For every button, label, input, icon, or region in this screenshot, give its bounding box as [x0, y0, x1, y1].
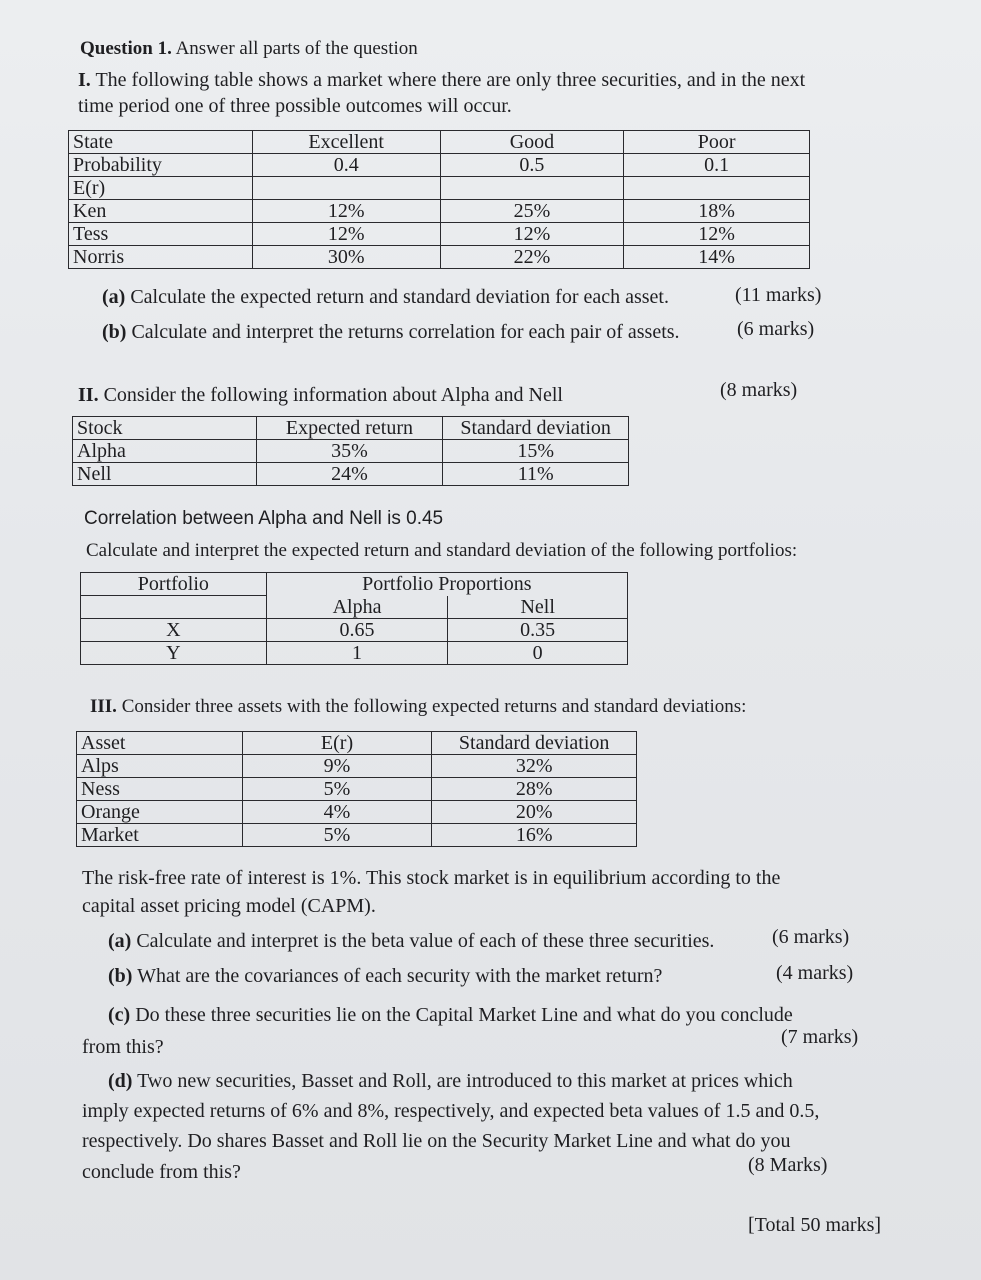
table-row: [73, 463, 629, 486]
part1-question-a: (a) Calculate the expected return and standard deviation for each asset.: [102, 286, 669, 308]
part3-question-d-line1: (d) Two new securities, Basset and Roll, are introduced to this market at prices which: [108, 1070, 793, 1092]
table-cell: [81, 596, 267, 619]
table-cell: 12%: [252, 223, 440, 246]
table-cell: Probability: [69, 154, 253, 177]
table-cell: 25%: [440, 200, 624, 223]
table-row: [69, 200, 810, 223]
table-row: [77, 778, 637, 801]
table-header-cell: Standard deviation: [443, 417, 629, 440]
table-cell: Ken: [69, 200, 253, 223]
table-cell: 0.4: [252, 154, 440, 177]
table-cell: 11%: [443, 463, 629, 486]
part3-question-c: (c) Do these three securities lie on the Capital Market Line and what do you conclude: [108, 1004, 793, 1026]
table-cell: 35%: [256, 440, 443, 463]
part3-question-b: (b) What are the covariances of each security with the market return?: [108, 965, 663, 987]
part3-question-d-marks: (8 Marks): [748, 1154, 828, 1176]
part1-intro-line1: I. The following table shows a market where there are only three securities, and in the next: [78, 69, 806, 91]
table-row: [69, 223, 810, 246]
table-cell: 28%: [432, 778, 637, 801]
part1-intro-line2: time period one of three possible outcomes will occur.: [78, 95, 512, 117]
table-subheader-cell: Alpha: [266, 596, 448, 619]
table-row: [77, 801, 637, 824]
part3-question-a: (a) Calculate and interpret is the beta value of each of these three securities.: [108, 930, 715, 952]
total-marks: [Total 50 marks]: [748, 1214, 882, 1236]
part1-heading: I.: [78, 69, 91, 91]
part3-question-c-line2: from this?: [82, 1036, 164, 1058]
table-cell: 4%: [242, 801, 432, 824]
table-cell: 14%: [624, 246, 810, 269]
correlation-text: Correlation between Alpha and Nell is 0.45: [84, 508, 444, 529]
states-table: [68, 130, 810, 269]
table-cell: 9%: [242, 755, 432, 778]
part3-question-d-line2: imply expected returns of 6% and 8%, respectively, and expected beta values of 1.5 and 0.5,: [82, 1100, 820, 1122]
alpha-nell-table: [72, 416, 629, 486]
table-cell: 24%: [256, 463, 443, 486]
table-cell: 12%: [440, 223, 624, 246]
table-header-cell: Excellent: [252, 131, 440, 154]
table-header-cell: State: [69, 131, 253, 154]
riskfree-line2: capital asset pricing model (CAPM).: [82, 895, 376, 917]
portfolio-instruction: Calculate and interpret the expected return and standard deviation of the following portfolios:: [86, 540, 798, 561]
part1-question-b-marks: (6 marks): [737, 318, 815, 340]
table-cell: 22%: [440, 246, 624, 269]
table-cell: 18%: [624, 200, 810, 223]
question-title: [80, 38, 418, 60]
part2-heading: II. Consider the following information about Alpha and Nell: [78, 384, 563, 406]
table-header-cell: Portfolio: [81, 573, 267, 596]
table-row: [81, 596, 628, 619]
table-cell: Ness: [77, 778, 243, 801]
table-header-cell: Portfolio Proportions: [266, 573, 627, 596]
table-cell: 0: [448, 642, 628, 665]
table-cell: 30%: [252, 246, 440, 269]
table-cell: 5%: [242, 778, 432, 801]
table-row: [81, 619, 628, 642]
riskfree-line1: The risk-free rate of interest is 1%. This stock market is in equilibrium according to the: [82, 867, 781, 889]
table-cell: X: [81, 619, 267, 642]
table-row: [73, 440, 629, 463]
table-cell: 32%: [432, 755, 637, 778]
part3-question-a-marks: (6 marks): [772, 926, 850, 948]
part3-question-d-line3: respectively. Do shares Basset and Roll lie on the Security Market Line and what do you: [82, 1130, 791, 1152]
table-cell: Alps: [77, 755, 243, 778]
table-row: [69, 154, 810, 177]
table-cell: Orange: [77, 801, 243, 824]
table-cell: Market: [77, 824, 243, 847]
table-row: [69, 246, 810, 269]
table-row: [77, 824, 637, 847]
table-row: [73, 417, 629, 440]
table-row: [77, 732, 637, 755]
table-cell: 0.35: [448, 619, 628, 642]
table-cell: 20%: [432, 801, 637, 824]
table-header-cell: Asset: [77, 732, 243, 755]
part3-heading: III. Consider three assets with the following expected returns and standard deviations:: [90, 696, 747, 717]
table-cell: 0.1: [624, 154, 810, 177]
table-header-cell: E(r): [242, 732, 432, 755]
table-header-cell: Standard deviation: [432, 732, 637, 755]
table-cell: 5%: [242, 824, 432, 847]
table-cell: 12%: [624, 223, 810, 246]
table-row: [81, 642, 628, 665]
portfolio-table: [80, 572, 628, 665]
table-cell: Nell: [73, 463, 257, 486]
table-header-cell: Poor: [624, 131, 810, 154]
table-cell: 1: [266, 642, 448, 665]
table-cell: E(r): [69, 177, 253, 200]
question-instruction: Answer all parts of the question: [175, 38, 418, 59]
table-cell: Y: [81, 642, 267, 665]
table-subheader-cell: Nell: [448, 596, 628, 619]
table-header-cell: Stock: [73, 417, 257, 440]
table-header-cell: Good: [440, 131, 624, 154]
part3-question-d-line4: conclude from this?: [82, 1161, 241, 1183]
table-cell: 16%: [432, 824, 637, 847]
question-number: Question 1.: [80, 38, 172, 59]
table-cell: [252, 177, 440, 200]
part1-question-b: (b) Calculate and interpret the returns correlation for each pair of assets.: [102, 321, 680, 343]
table-header-cell: Expected return: [256, 417, 443, 440]
table-cell: [624, 177, 810, 200]
table-cell: 0.5: [440, 154, 624, 177]
part3-question-b-marks: (4 marks): [776, 962, 854, 984]
table-cell: [440, 177, 624, 200]
table-cell: Norris: [69, 246, 253, 269]
part3-question-c-marks: (7 marks): [781, 1026, 859, 1048]
assets-table: [76, 731, 637, 847]
table-row: [69, 131, 810, 154]
part2-marks: (8 marks): [720, 379, 798, 401]
table-row: [77, 755, 637, 778]
table-cell: Alpha: [73, 440, 257, 463]
table-row: [81, 573, 628, 596]
part1-question-a-marks: (11 marks): [735, 284, 822, 306]
table-cell: 15%: [443, 440, 629, 463]
table-cell: 0.65: [266, 619, 448, 642]
table-row: [69, 177, 810, 200]
table-cell: 12%: [252, 200, 440, 223]
table-cell: Tess: [69, 223, 253, 246]
